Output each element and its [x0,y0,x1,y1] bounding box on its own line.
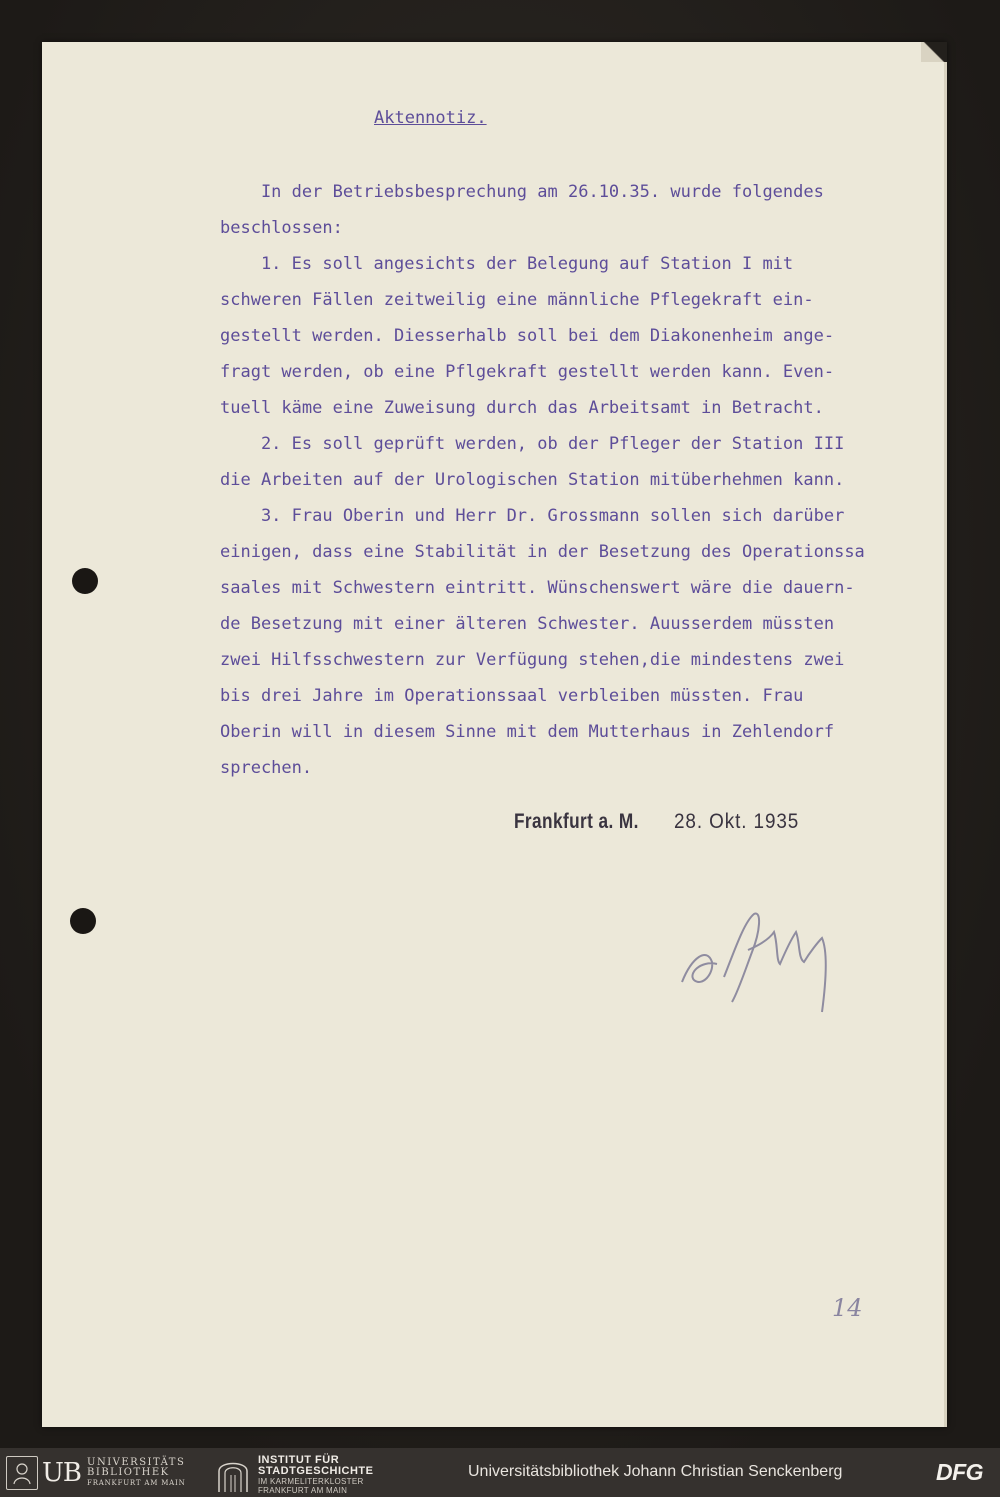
text-line: sprechen. [220,758,313,778]
seal-icon [6,1456,38,1490]
punch-hole-bottom [70,908,96,934]
dfg-logo: DFG [936,1459,984,1485]
corner-fold [921,42,947,62]
handwritten-signature [672,902,862,1022]
footer-bar [0,1448,1000,1497]
page-number: 14 [832,1294,863,1322]
ub-logo [6,1456,186,1490]
text-line: saales mit Schwestern eintritt. Wünschenswert wäre die dauern- [220,578,855,598]
inst-line1: INSTITUT FÜR [258,1454,340,1466]
document-heading: Aktennotiz. [374,108,487,128]
text-line: In der Betriebsbesprechung am 26.10.35. wurde folgendes [220,182,824,202]
institute-logo [216,1455,373,1495]
text-line: 1. Es soll angesichts der Belegung auf Station I mit [220,254,794,274]
text-line: 3. Frau Oberin und Herr Dr. Grossmann sollen sich darüber [220,506,845,526]
punch-hole-top [72,568,98,594]
text-line: tuell käme eine Zuweisung durch das Arbeitsamt in Betracht. [220,398,824,418]
ub-name [87,1458,186,1488]
text-line: bis drei Jahre im Operationssaal verbleiben müssten. Frau [220,686,804,706]
date-stamp: 28. Okt. 1935 [674,810,800,833]
church-arch-icon [216,1457,250,1493]
document-page [42,42,947,1427]
inst-line3: IM KARMELITERKLOSTER [258,1477,364,1486]
text-line: zwei Hilfsschwestern zur Verfügung stehen,die mindestens zwei [220,650,845,670]
inst-line4: FRANKFURT AM MAIN [258,1486,348,1495]
text-line: schweren Fällen zeitweilig eine männliche Pflegekraft ein- [220,290,814,310]
text-line: einigen, dass eine Stabilität in der Besetzung des Operationssa [220,542,865,562]
ub-letters: UB [42,1458,82,1488]
institute-name [258,1455,373,1495]
place-stamp: Frankfurt a. M. [514,810,639,833]
text-line: fragt werden, ob eine Pflgekraft gestellt werden kann. Even- [220,362,835,382]
ub-line3: FRANKFURT AM MAIN [87,1479,186,1487]
ub-line1: UNIVERSITÄTS [87,1457,186,1468]
inst-line2: STADTGESCHICHTE [258,1465,374,1477]
text-line: Oberin will in diesem Sinne mit dem Mutterhaus in Zehlendorf [220,722,835,742]
text-line: die Arbeiten auf der Urologischen Station mitüberhehmen kann. [220,470,845,490]
text-line: gestellt werden. Diesserhalb soll bei dem Diakonenheim ange- [220,326,835,346]
ub-line2: BIBLIOTHEK [87,1467,170,1478]
text-line: 2. Es soll geprüft werden, ob der Pfleger der Station III [220,434,845,454]
library-caption: Universitätsbibliothek Johann Christian Senckenberg [468,1463,843,1480]
text-line: beschlossen: [220,218,343,238]
text-line: de Besetzung mit einer älteren Schwester. Auusserdem müssten [220,614,835,634]
